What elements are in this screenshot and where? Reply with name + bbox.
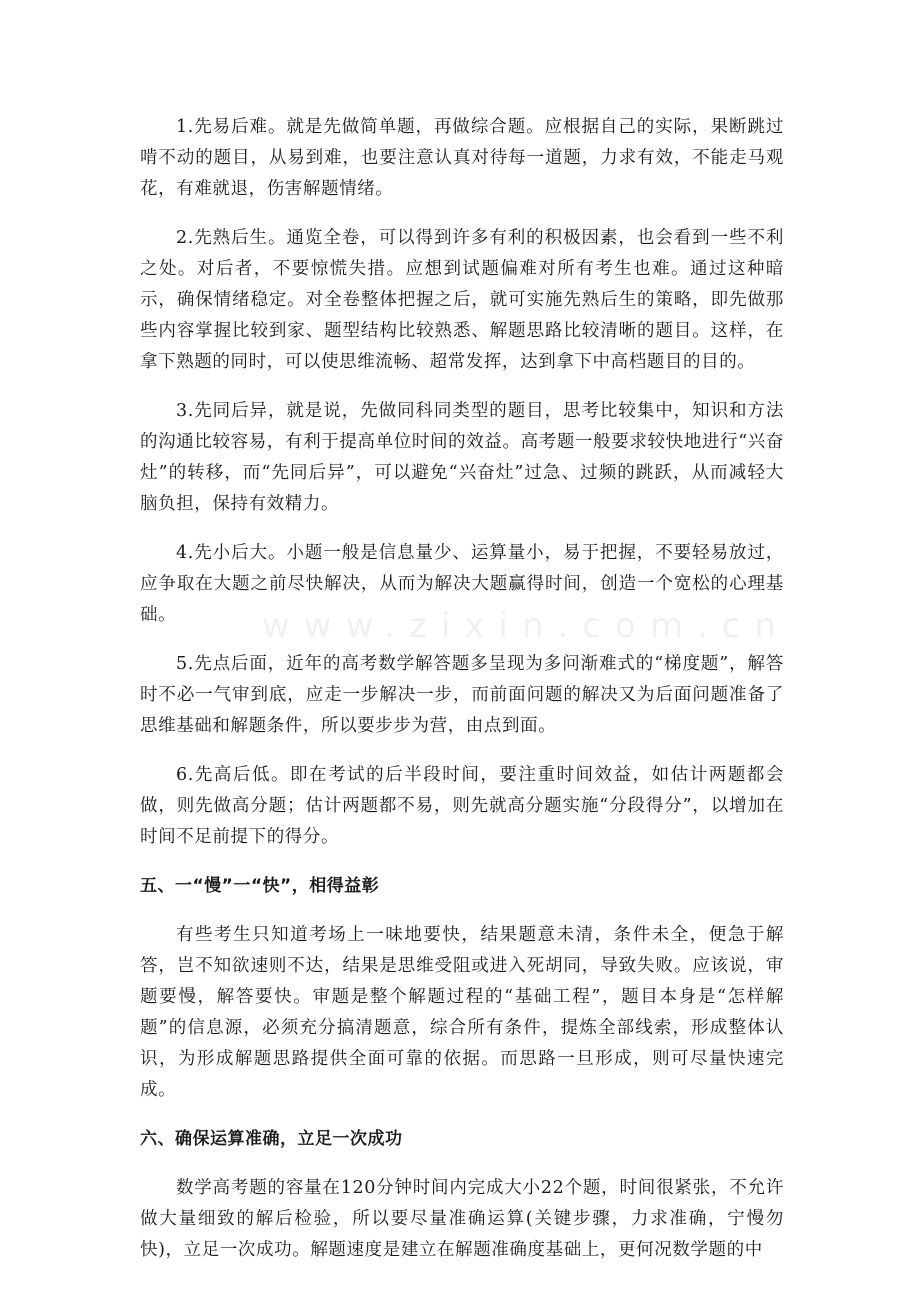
paragraph-3: 3.先同后异，就是说，先做同科同类型的题目，思考比较集中，知识和方法的沟通比较容易，有利于提高单位时间的效益。高考题一般要求较快地进行“兴奋灶”的转移，而“先同后异”，可以避免“兴奋灶”过急、过频的跳跃，从而减轻大脑负担，保持有效精力。 [140, 401, 784, 514]
paragraph-4: 4.先小后大。小题一般是信息量少、运算量小，易于把握，不要轻易放过，应争取在大题之前尽快解决，从而为解决大题赢得时间，创造一个宽松的心理基础。 [140, 543, 784, 625]
section-6-heading: 六、确保运算准确，立足一次成功 [140, 1129, 403, 1149]
paragraph-6: 6.先高后低。即在考试的后半段时间，要注重时间效益，如估计两题都会做，则先做高分题；估计两题都不易，则先就高分题实施“分段得分”，以增加在时间不足前提下的得分。 [140, 765, 784, 847]
section-5-heading: 五、一“慢”一“快”，相得益彰 [140, 876, 380, 896]
paragraph-5: 5.先点后面，近年的高考数学解答题多呈现为多问渐难式的“梯度题”，解答时不必一气审到底，应走一步解决一步，而前面问题的解决又为后面问题准备了思维基础和解题条件，所以要步步为营，由点到面。 [140, 654, 784, 736]
section-6-paragraph: 数学高考题的容量在120分钟时间内完成大小22个题，时间很紧张，不允许做大量细致的解后检验，所以要尽量准确运算(关键步骤，力求准确，宁慢勿快)，立足一次成功。解题速度是建立在解题准确度基础上，更何况数学题的中 [140, 1178, 784, 1260]
document-body [140, 112, 784, 1284]
paragraph-1: 1.先易后难。就是先做简单题，再做综合题。应根据自己的实际，果断跳过啃不动的题目，从易到难，也要注意认真对待每一道题，力求有效，不能走马观花，有难就退，伤害解题情绪。 [140, 117, 784, 199]
watermark: www.zixin.com.cn [262, 606, 790, 646]
section-5-paragraph: 有些考生只知道考场上一味地要快，结果题意未清，条件未全，便急于解答，岂不知欲速则不达，结果是思维受阻或进入死胡同，导致失败。应该说，审题要慢，解答要快。审题是整个解题过程的“基础工程”，题目本身是“怎样解题”的信息源，必须充分搞清题意，综合所有条件，提炼全部线索，形成整体认识，为形成解题思路提供全面可靠的依据。而思路一旦形成，则可尽量快速完成。 [140, 925, 784, 1100]
paragraph-2: 2.先熟后生。通览全卷，可以得到许多有利的积极因素，也会看到一些不利之处。对后者，不要惊慌失措。应想到试题偏难对所有考生也难。通过这种暗示，确保情绪稳定。对全卷整体把握之后，就可实施先熟后生的策略，即先做那些内容掌握比较到家、题型结构比较熟悉、解题思路比较清晰的题目。这样，在拿下熟题的同时，可以使思维流畅、超常发挥，达到拿下中高档题目的目的。 [140, 228, 784, 372]
